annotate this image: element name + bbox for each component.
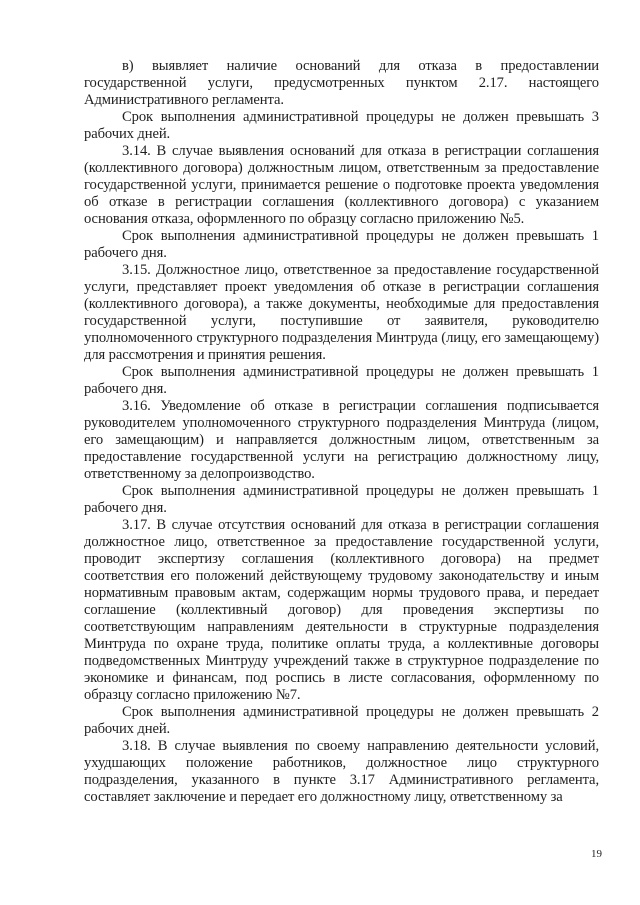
paragraph-3-17: 3.17. В случае отсутствия оснований для отказа в регистрации соглашения должностное лицо, ответственное за предоставление государственной услуги, проводит экспертизу соглашения (коллективного договора) на предмет соответствия его положений действующему трудовому законодательству и иным нормативным правовым актам, содержащим нормы трудового права, и передает соглашение (коллективный договор) для проведения экспертизы по соответствующим направлениям деятельности в структурные подразделения Минтруда по охране труда, политике оплаты труда, а коллективные договоры подведомственных Минтруду учреждений также в структурное подразделение по экономике и финансам, под роспись в листе согласования, оформленному по образцу согласно приложению №7. [84, 517, 599, 703]
paragraph-3-15: 3.15. Должностное лицо, ответственное за предоставление государственной услуги, представляет проект уведомления об отказе в регистрации соглашения (коллективного договора), а также документы, необходимые для предоставления государственной услуги, поступившие от заявителя, руководителю уполномоченного структурного подразделения Минтруда (лицу, его замещающему) для рассмотрения и принятия решения. [84, 262, 599, 363]
paragraph-deadline-1-day-a: Срок выполнения административной процедуры не должен превышать 1 рабочего дня. [84, 228, 599, 261]
paragraph-deadline-1-day-b: Срок выполнения административной процедуры не должен превышать 1 рабочего дня. [84, 364, 599, 397]
document-page [84, 58, 599, 878]
page-number: 19 [591, 848, 602, 860]
paragraph-deadline-1-day-c: Срок выполнения административной процедуры не должен превышать 1 рабочего дня. [84, 483, 599, 516]
paragraph-deadline-2-days: Срок выполнения административной процедуры не должен превышать 2 рабочих дней. [84, 704, 599, 737]
paragraph-item-v: в) выявляет наличие оснований для отказа в предоставлении государственной услуги, предусмотренных пунктом 2.17. настоящего Административного регламента. [84, 58, 599, 108]
paragraph-deadline-3-days: Срок выполнения административной процедуры не должен превышать 3 рабочих дней. [84, 109, 599, 142]
paragraph-3-16: 3.16. Уведомление об отказе в регистрации соглашения подписывается руководителем уполномоченного структурного подразделения Минтруда (лицом, его замещающим) и направляется должностным лицом, ответственным за предоставление государственной услуги на регистрацию должностному лицу, ответственному за делопроизводство. [84, 398, 599, 482]
paragraph-3-18: 3.18. В случае выявления по своему направлению деятельности условий, ухудшающих положение работников, должностное лицо структурного подразделения, указанного в пункте 3.17 Административного регламента, составляет заключение и передает его должностному лицу, ответственному за [84, 738, 599, 805]
paragraph-3-14: 3.14. В случае выявления оснований для отказа в регистрации соглашения (коллективного договора) должностным лицом, ответственным за предоставление государственной услуги, принимается решение о подготовке проекта уведомления об отказе в регистрации соглашения (коллективного договора) с указанием основания отказа, оформленного по образцу согласно приложению №5. [84, 143, 599, 227]
